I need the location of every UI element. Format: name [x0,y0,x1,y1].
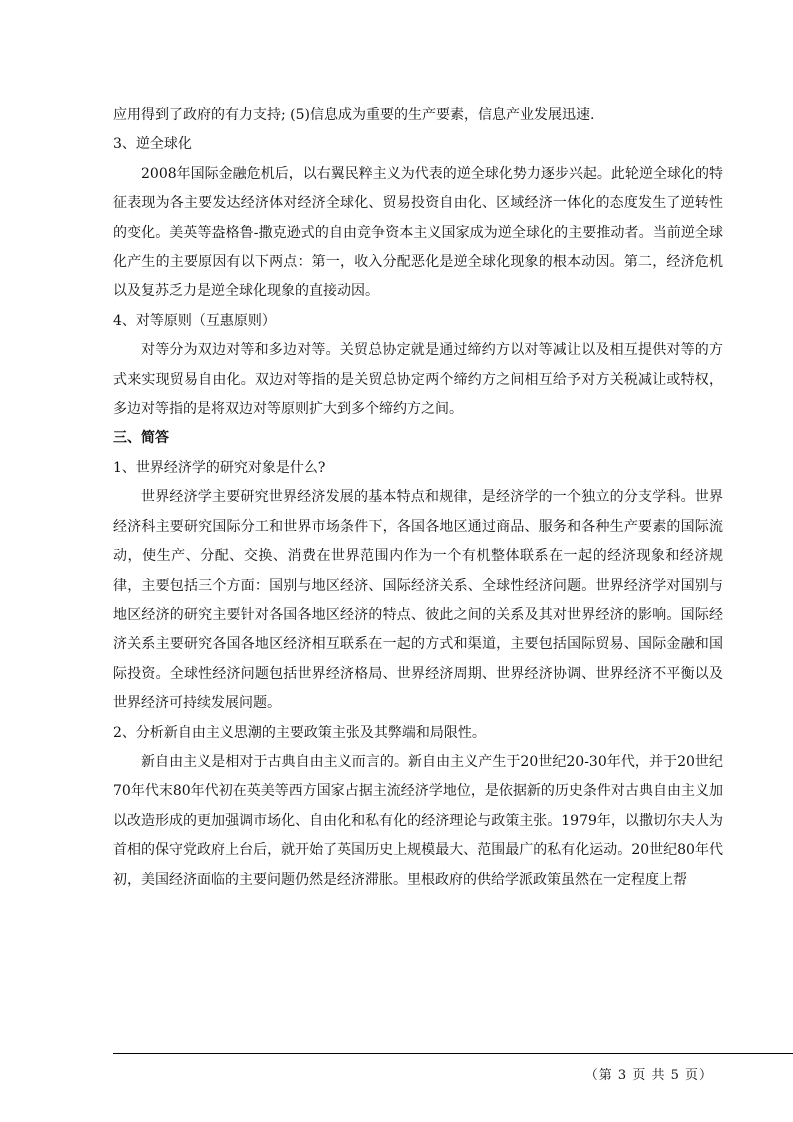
question-1: 1、世界经济学的研究对象是什么? [113,459,326,476]
paragraph-deglobalization: 2008年国际金融危机后，以右翼民粹主义为代表的逆全球化势力逐步兴起。此轮逆全球化的特征表现为各主要发达经济体对经济全球化、贸易投资自由化、区域经济一体化的态度发生了逆转性的变化。美英等盎格鲁-撒克逊式的自由竞争资本主义国家成为逆全球化的主要推动者。当前逆全球化产生的主要原因有以下两点：第一，收入分配恶化是逆全球化现象的根本动因。第二，经济危机以及复苏乏力是逆全球化现象的直接动因。 [113,165,723,300]
term-heading-deglobalization: 3、逆全球化 [113,136,192,153]
answer-1: 世界经济学主要研究世界经济发展的基本特点和规律，是经济学的一个独立的分支学科。世界经济科主要研究国际分工和世界市场条件下，各国各地区通过商品、服务和各种生产要素的国际流动，使生产、分配、交换、消费在世界范围内作为一个有机整体联系在一起的经济现象和经济规律，主要包括三个方面：国别与地区经济、国际经济关系、全球性经济问题。世界经济学对国别与地区经济的研究主要针对各国各地区经济的特点、彼此之间的关系及其对世界经济的影响。国际经济关系主要研究各国各地区经济相互联系在一起的方式和渠道，主要包括国际贸易、国际金融和国际投资。全球性经济问题包括世界经济格局、世界经济周期、世界经济协调、世界经济不平衡以及世界经济可持续发展问题。 [113,489,723,712]
term-heading-reciprocity: 4、对等原则（互惠原则） [113,312,276,329]
page-number: （第 3 页 共 5 页） [584,1068,713,1083]
section-heading-short-answer: 三、简答 [113,430,169,447]
page-body [113,101,723,895]
answer-2: 新自由主义是相对于古典自由主义而言的。新自由主义产生于20世纪20-30年代，并于20世纪70年代末80年代初在英美等西方国家占据主流经济学地位，是依据新的历史条件对古典自由主义加以改造形成的更加强调市场化、自由化和私有化的经济理论与政策主张。1979年，以撒切尔夫人为首相的保守党政府上台后，就开始了英国历史上规模最大、范围最广的私有化运动。20世纪80年代初，美国经济面临的主要问题仍然是经济滞胀。里根政府的供给学派政策虽然在一定程度上帮 [113,753,723,888]
paragraph-continuation: 应用得到了政府的有力支持; (5)信息成为重要的生产要素，信息产业发展迅速. [113,107,595,123]
question-2: 2、分析新自由主义思潮的主要政策主张及其弊端和局限性。 [113,724,486,741]
paragraph-reciprocity: 对等分为双边对等和多边对等。关贸总协定就是通过缔约方以对等减让以及相互提供对等的方式来实现贸易自由化。双边对等指的是关贸总协定两个缔约方之间相互给予对方关税减让或特权，多边对等指的是将双边对等原则扩大到多个缔约方之间。 [113,342,723,418]
footer-divider [113,1053,793,1054]
